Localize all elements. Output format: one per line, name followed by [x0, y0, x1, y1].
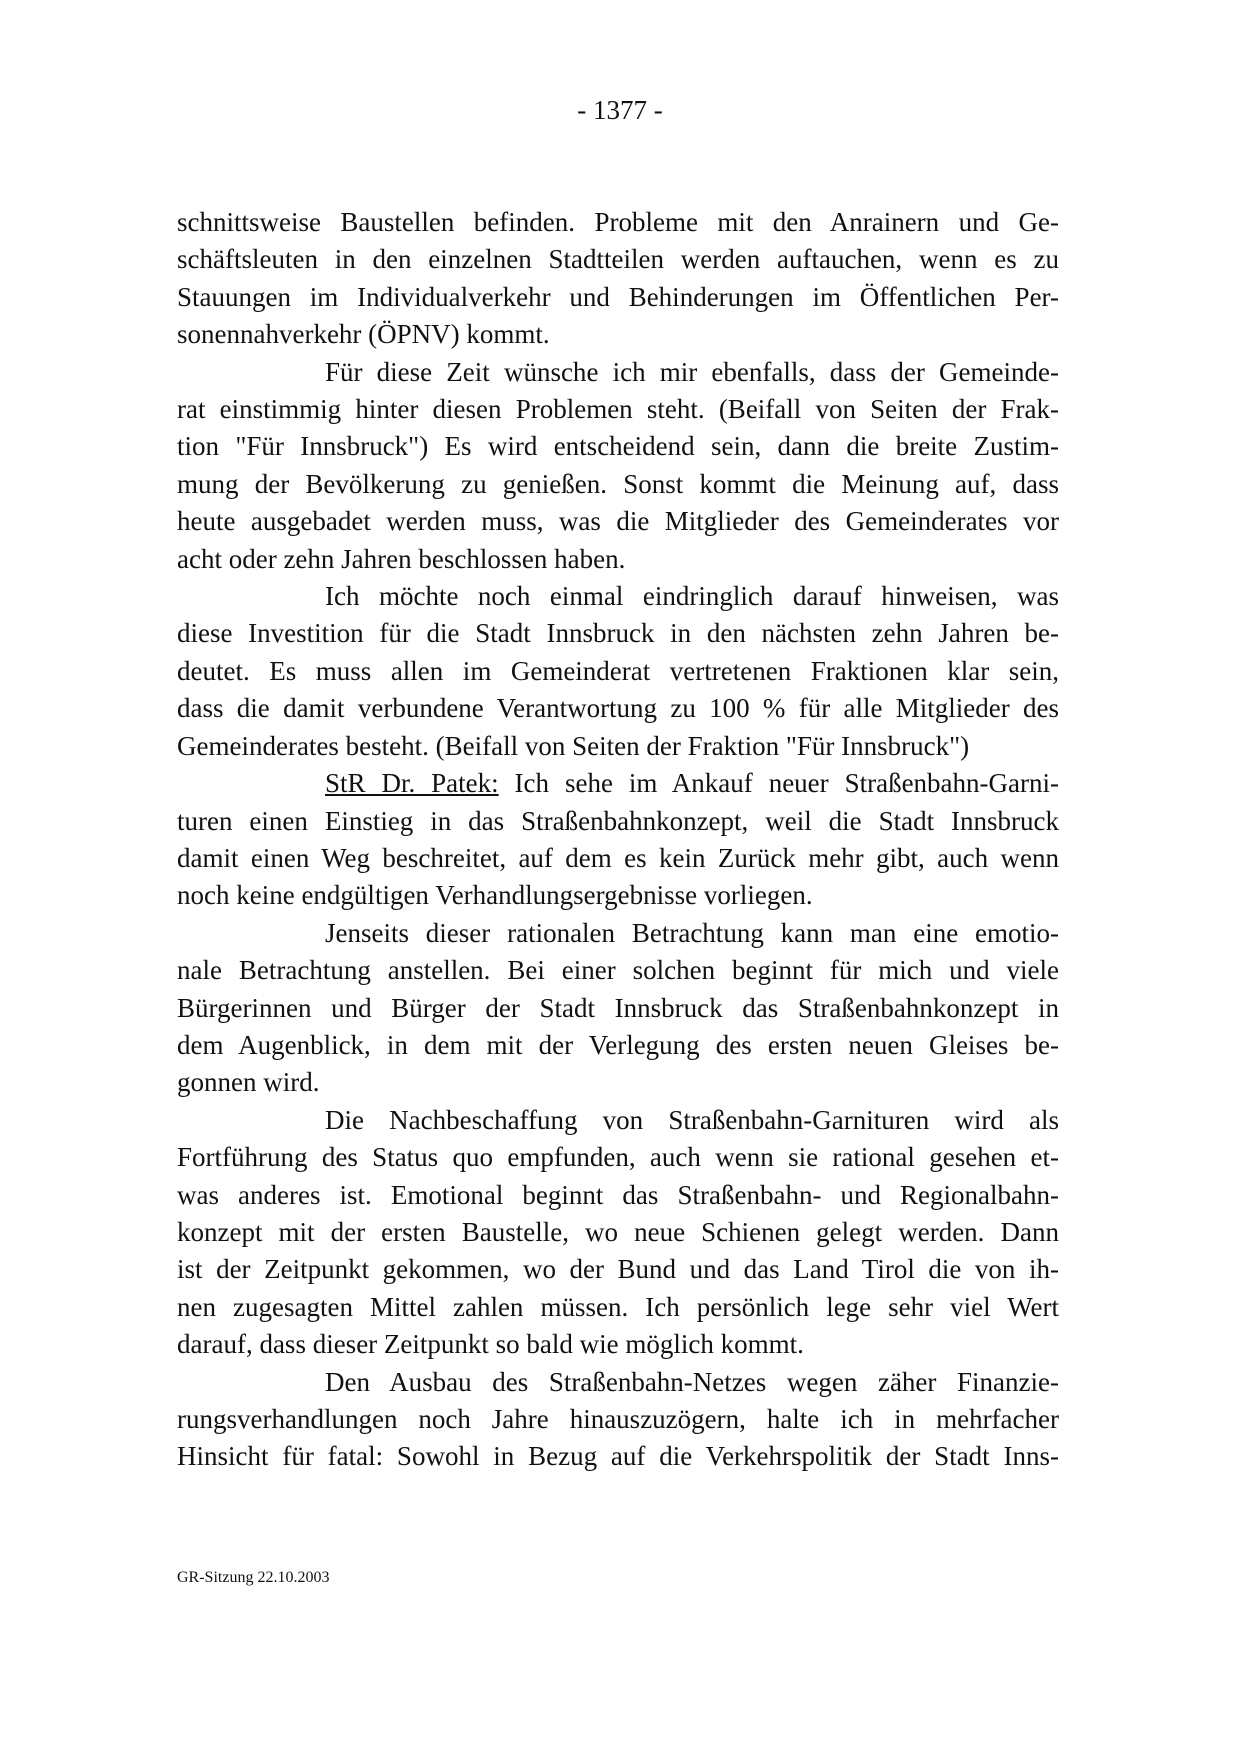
text-line: schäftsleuten in den einzelnen Stadtteilen werden auftauchen, wenn es zu — [177, 244, 1059, 275]
text-line: darauf, dass dieser Zeitpunkt so bald wie möglich kommt. — [177, 1329, 804, 1360]
text-line: nen zugesagten Mittel zahlen müssen. Ich persönlich lege sehr viel Wert — [177, 1291, 1059, 1322]
text-line: acht oder zehn Jahren beschlossen haben. — [177, 543, 626, 574]
speaker-line — [177, 765, 1059, 802]
text-line: Jenseits dieser rationalen Betrachtung kann man eine emotio- — [325, 917, 1059, 948]
text-line: mung der Bevölkerung zu genießen. Sonst kommt die Meinung auf, dass — [177, 468, 1059, 499]
text-line: dem Augenblick, in dem mit der Verlegung des ersten neuen Gleises be- — [177, 1029, 1059, 1060]
text-line: schnittsweise Baustellen befinden. Probleme mit den Anrainern und Ge- — [177, 207, 1059, 237]
text-line: konzept mit der ersten Baustelle, wo neue Schienen gelegt werden. Dann — [177, 1216, 1059, 1247]
text-line: dass die damit verbundene Verantwortung zu 100 % für alle Mitglieder des — [177, 693, 1059, 724]
footer-session-date: GR-Sitzung 22.10.2003 — [177, 1569, 330, 1586]
text-line: diese Investition für die Stadt Innsbruck in den nächsten zehn Jahren be- — [177, 618, 1059, 649]
text-line: Bürgerinnen und Bürger der Stadt Innsbruck das Straßenbahnkonzept in — [177, 992, 1059, 1023]
text-line: gonnen wird. — [177, 1067, 320, 1098]
document-body — [177, 204, 1059, 1476]
text-line: Hinsicht für fatal: Sowohl in Bezug auf die Verkehrspolitik der Stadt Inns- — [177, 1441, 1059, 1472]
speaker-statement: Ich sehe im Ankauf neuer Straßenbahn-Garni- — [498, 768, 1059, 799]
text-line: Den Ausbau des Straßenbahn-Netzes wegen zäher Finanzie- — [325, 1366, 1059, 1397]
page-number: - 1377 - — [577, 95, 663, 125]
text-line: deutet. Es muss allen im Gemeinderat vertretenen Fraktionen klar sein, — [177, 655, 1059, 686]
text-line: Für diese Zeit wünsche ich mir ebenfalls, dass der Gemeinde- — [325, 356, 1059, 387]
text-line: turen einen Einstieg in das Straßenbahnkonzept, weil die Stadt Innsbruck — [177, 805, 1059, 836]
text-line: rungsverhandlungen noch Jahre hinauszuzögern, halte ich in mehrfacher — [177, 1404, 1059, 1434]
text-line: heute ausgebadet werden muss, was die Mitglieder des Gemeinderates vor — [177, 506, 1059, 537]
text-line: Gemeinderates besteht. (Beifall von Seiten der Fraktion "Für Innsbruck") — [177, 730, 970, 761]
text-line: tion "Für Innsbruck") Es wird entscheidend sein, dann die breite Zustim- — [177, 431, 1059, 462]
text-line: Ich möchte noch einmal eindringlich darauf hinweisen, was — [325, 581, 1059, 612]
text-line: Fortführung des Status quo empfunden, auch wenn sie rational gesehen et- — [177, 1142, 1059, 1173]
text-line: rat einstimmig hinter diesen Problemen steht. (Beifall von Seiten der Frak- — [177, 394, 1059, 425]
text-line: Stauungen im Individualverkehr und Behinderungen im Öffentlichen Per- — [177, 281, 1059, 312]
text-line: damit einen Weg beschreitet, auf dem es kein Zurück mehr gibt, auch wenn — [177, 842, 1059, 873]
text-line: was anderes ist. Emotional beginnt das Straßenbahn- und Regionalbahn- — [177, 1179, 1059, 1210]
text-line: Die Nachbeschaffung von Straßenbahn-Garnituren wird als — [325, 1104, 1059, 1135]
text-line: ist der Zeitpunkt gekommen, wo der Bund und das Land Tirol die von ih- — [177, 1254, 1059, 1285]
text-line: sonennahverkehr (ÖPNV) kommt. — [177, 319, 550, 350]
speaker-name: StR Dr. Patek: — [325, 768, 499, 799]
text-line: nale Betrachtung anstellen. Bei einer solchen beginnt für mich und viele — [177, 955, 1059, 986]
text-line: noch keine endgültigen Verhandlungsergebnisse vorliegen. — [177, 880, 813, 911]
